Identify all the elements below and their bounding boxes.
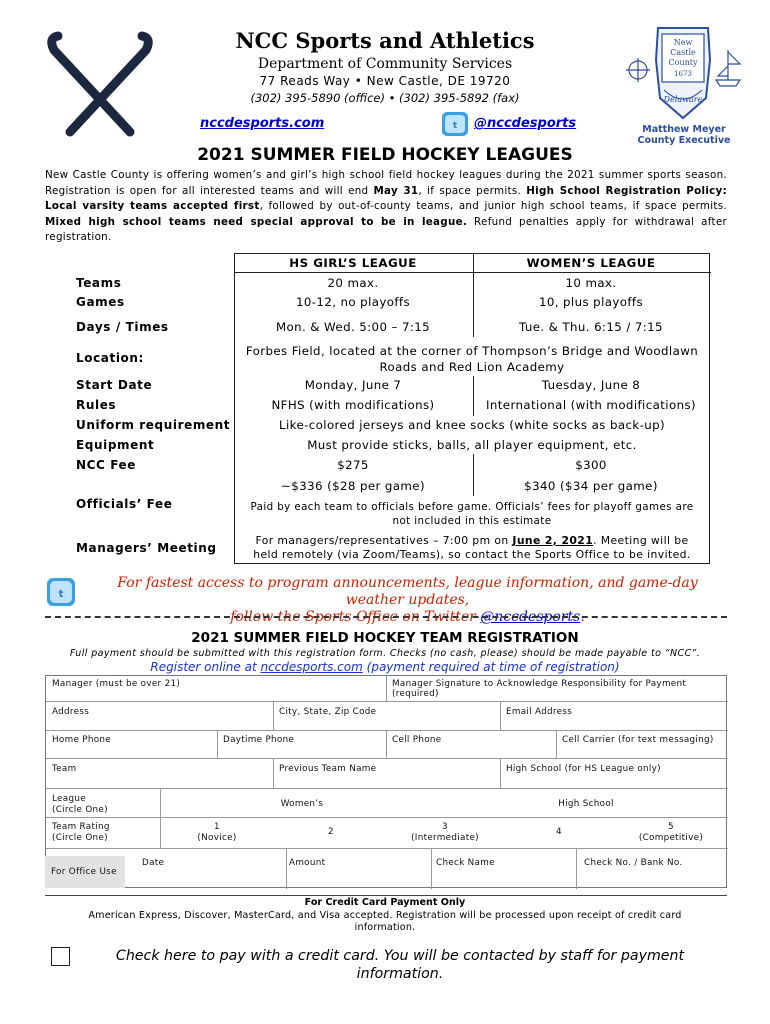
fee-womens: $300 [575, 458, 607, 472]
payment-note: Full payment should be submitted with this registration form. Checks (no cash, please) should be made payable to “NCC”. [69, 648, 701, 659]
intro-text-1: New Castle County is offering women’s and girl’s high school field hockey leagues during the 2021 summer sports season. Registration is open for all interested teams and will end [45, 169, 727, 197]
register-online-text: Register online at [150, 660, 261, 674]
equipment-value: Must provide sticks, balls, all player equipment, etc. [307, 438, 637, 452]
office-use-box [45, 856, 125, 888]
rating-circle-one: (Circle One) [52, 833, 108, 843]
field-daytime-phone[interactable]: Daytime Phone [223, 735, 295, 745]
field-manager[interactable]: Manager (must be over 21) [52, 679, 181, 689]
days-womens: Tue. & Thu. 6:15 / 7:15 [519, 320, 663, 334]
office-amount[interactable]: Amount [289, 858, 326, 868]
rules-womens: International (with modifications) [486, 398, 696, 412]
row-label-uniform: Uniform requirement [76, 418, 231, 432]
league-circle-one: (Circle One) [52, 805, 108, 815]
intro-paragraph [45, 168, 727, 246]
rules-hs: NFHS (with modifications) [271, 398, 435, 412]
office-use-label: For Office Use [51, 867, 117, 877]
rating-5[interactable]: 5 [668, 822, 674, 832]
row-label-equipment: Equipment [76, 438, 155, 452]
officials-note-2: not included in this estimate [392, 515, 552, 527]
field-previous-team[interactable]: Previous Team Name [279, 764, 377, 774]
row-label-start-date: Start Date [76, 378, 153, 392]
location-line-1: Forbes Field, located at the corner of Thompson’s Bridge and Woodlawn [245, 344, 699, 358]
intro-mixed-teams: Mixed high school teams need special approval to be in league. [45, 215, 468, 228]
rating-3[interactable]: 3 [442, 822, 448, 832]
rating-4[interactable]: 4 [556, 827, 562, 837]
twitter-icon[interactable] [46, 577, 76, 607]
department-name: Department of Community Services [257, 56, 513, 72]
row-label-rules: Rules [76, 398, 117, 412]
rating-1-novice: (Novice) [197, 833, 237, 843]
office-check-no[interactable]: Check No. / Bank No. [584, 858, 683, 868]
address-line: 77 Reads Way • New Castle, DE 19720 [259, 74, 511, 88]
teams-hs: 20 max. [327, 276, 379, 290]
league-details-table [70, 253, 710, 564]
twitter-follow-note [95, 575, 720, 626]
league-option-womens[interactable]: Women’s [280, 799, 324, 809]
rating-5-competitive: (Competitive) [638, 833, 704, 843]
row-label-games: Games [76, 295, 125, 309]
rating-2[interactable]: 2 [328, 827, 334, 837]
office-check-name[interactable]: Check Name [436, 858, 495, 868]
field-cell-carrier[interactable]: Cell Carrier (for text messaging) [562, 735, 714, 745]
row-label-days-times: Days / Times [76, 320, 169, 334]
phone-line: (302) 395-5890 (office) • (302) 395-5892 (fax) [250, 91, 520, 105]
field-email[interactable]: Email Address [506, 707, 573, 717]
row-label-officials-fee: Officials’ Fee [76, 497, 173, 511]
register-online-note [0, 660, 770, 674]
twitter-handle-link[interactable]: @nccdesports [474, 116, 577, 131]
days-hs: Mon. & Wed. 5:00 – 7:15 [275, 320, 431, 334]
col-header-hs-girls: HS GIRL’S LEAGUE [289, 256, 417, 270]
svg-text:t: t [58, 589, 64, 600]
uniform-value: Like-colored jerseys and knee socks (white socks as back-up) [278, 418, 666, 432]
credit-card-divider [45, 895, 727, 896]
field-home-phone[interactable]: Home Phone [52, 735, 112, 745]
managers-date: June 2, 2021 [512, 534, 594, 547]
leagues-title: 2021 SUMMER FIELD HOCKEY LEAGUES [197, 145, 573, 165]
field-cell-phone[interactable]: Cell Phone [392, 735, 442, 745]
row-label-ncc-fee: NCC Fee [76, 458, 137, 472]
row-label-managers-meeting: Managers’ Meeting [76, 541, 217, 555]
cut-line [45, 616, 727, 618]
seal-text-delaware: Delaware [663, 95, 703, 104]
games-womens: 10, plus playoffs [538, 295, 644, 309]
managers-line-1 [234, 534, 710, 547]
fee-hs: $275 [337, 458, 369, 472]
intro-deadline: May 31 [373, 184, 419, 197]
registration-form [45, 675, 727, 888]
league-option-high-school[interactable]: High School [558, 799, 614, 809]
games-hs: 10-12, no playoffs [295, 295, 411, 309]
register-online-link[interactable]: nccdesports.com [260, 660, 363, 674]
seal-text-new: New [673, 38, 693, 47]
seal-text-county: County [668, 58, 698, 67]
managers-text-c: . Meeting will be [593, 534, 689, 547]
start-hs: Monday, June 7 [304, 378, 402, 392]
org-title: NCC Sports and Athletics [235, 28, 535, 53]
credit-card-title: For Credit Card Payment Only [304, 897, 466, 908]
county-seal-logo [618, 20, 748, 124]
teams-womens: 10 max. [565, 276, 617, 290]
officials-womens: $340 ($34 per game) [524, 479, 658, 493]
twitter-note-line-1: For fastest access to program announcements, league information, and game-day weather updates, [117, 575, 698, 608]
league-label: League [52, 794, 86, 804]
row-label-teams: Teams [76, 276, 122, 290]
county-executive-caption: Matthew Meyer County Executive [637, 124, 731, 146]
seal-text-castle: Castle [670, 48, 696, 57]
officials-note-1: Paid by each team to officials before game. Officials’ fees for playoff games are [250, 501, 694, 513]
rating-label: Team Rating [52, 822, 110, 832]
intro-text-2: , if space permits. [418, 184, 527, 197]
field-address[interactable]: Address [52, 707, 90, 717]
start-womens: Tuesday, June 8 [541, 378, 641, 392]
rating-3-intermediate: (Intermediate) [411, 833, 479, 843]
intro-text-3: , followed by out-of-county teams, and junior high school teams, if space permits. [259, 200, 727, 212]
officials-hs: ~$336 ($28 per game) [281, 479, 425, 493]
row-label-location: Location: [76, 351, 144, 365]
twitter-note-link[interactable]: @nccdesports [480, 609, 581, 625]
field-hockey-sticks-logo [40, 28, 160, 140]
rating-1[interactable]: 1 [214, 822, 220, 832]
field-manager-signature[interactable]: Manager Signature to Acknowledge Responsibility for Payment (required) [392, 679, 687, 699]
location-line-2: Roads and Red Lion Academy [379, 360, 565, 374]
office-date[interactable]: Date [142, 858, 165, 868]
seal-text-year: 1673 [674, 70, 692, 78]
field-city-state-zip[interactable]: City, State, Zip Code [279, 707, 377, 717]
credit-card-text: American Express, Discover, MasterCard, and Visa accepted. Registration will be processed upon receipt of credit card information. [88, 910, 682, 933]
intro-text-4: Refund penalties apply for withdrawal after registration. [45, 215, 728, 243]
credit-card-checkbox[interactable] [51, 947, 70, 966]
managers-text-a: For managers/representatives – 7:00 pm on [255, 534, 513, 547]
twitter-note-text: follow the Sports Office on Twitter [230, 609, 481, 625]
managers-line-2: held remotely (via Zoom/Teams), so contact the Sports Office to be invited. [253, 548, 691, 561]
intro-policy: High School Registration Policy: Local varsity teams accepted first [45, 184, 727, 212]
credit-card-check-label: Check here to pay with a credit card. You will be contacted by staff for payment information. [115, 948, 685, 982]
field-high-school[interactable]: High School (for HS League only) [506, 764, 661, 774]
col-header-womens: WOMEN’S LEAGUE [526, 256, 656, 270]
twitter-icon[interactable] [441, 111, 469, 137]
svg-text:t: t [452, 121, 458, 131]
twitter-note-period: . [580, 609, 585, 625]
register-online-suffix: (payment required at time of registration) [362, 660, 620, 674]
website-link[interactable]: nccdesports.com [200, 116, 325, 131]
registration-title: 2021 SUMMER FIELD HOCKEY TEAM REGISTRATION [191, 630, 579, 646]
field-team[interactable]: Team [52, 764, 77, 774]
